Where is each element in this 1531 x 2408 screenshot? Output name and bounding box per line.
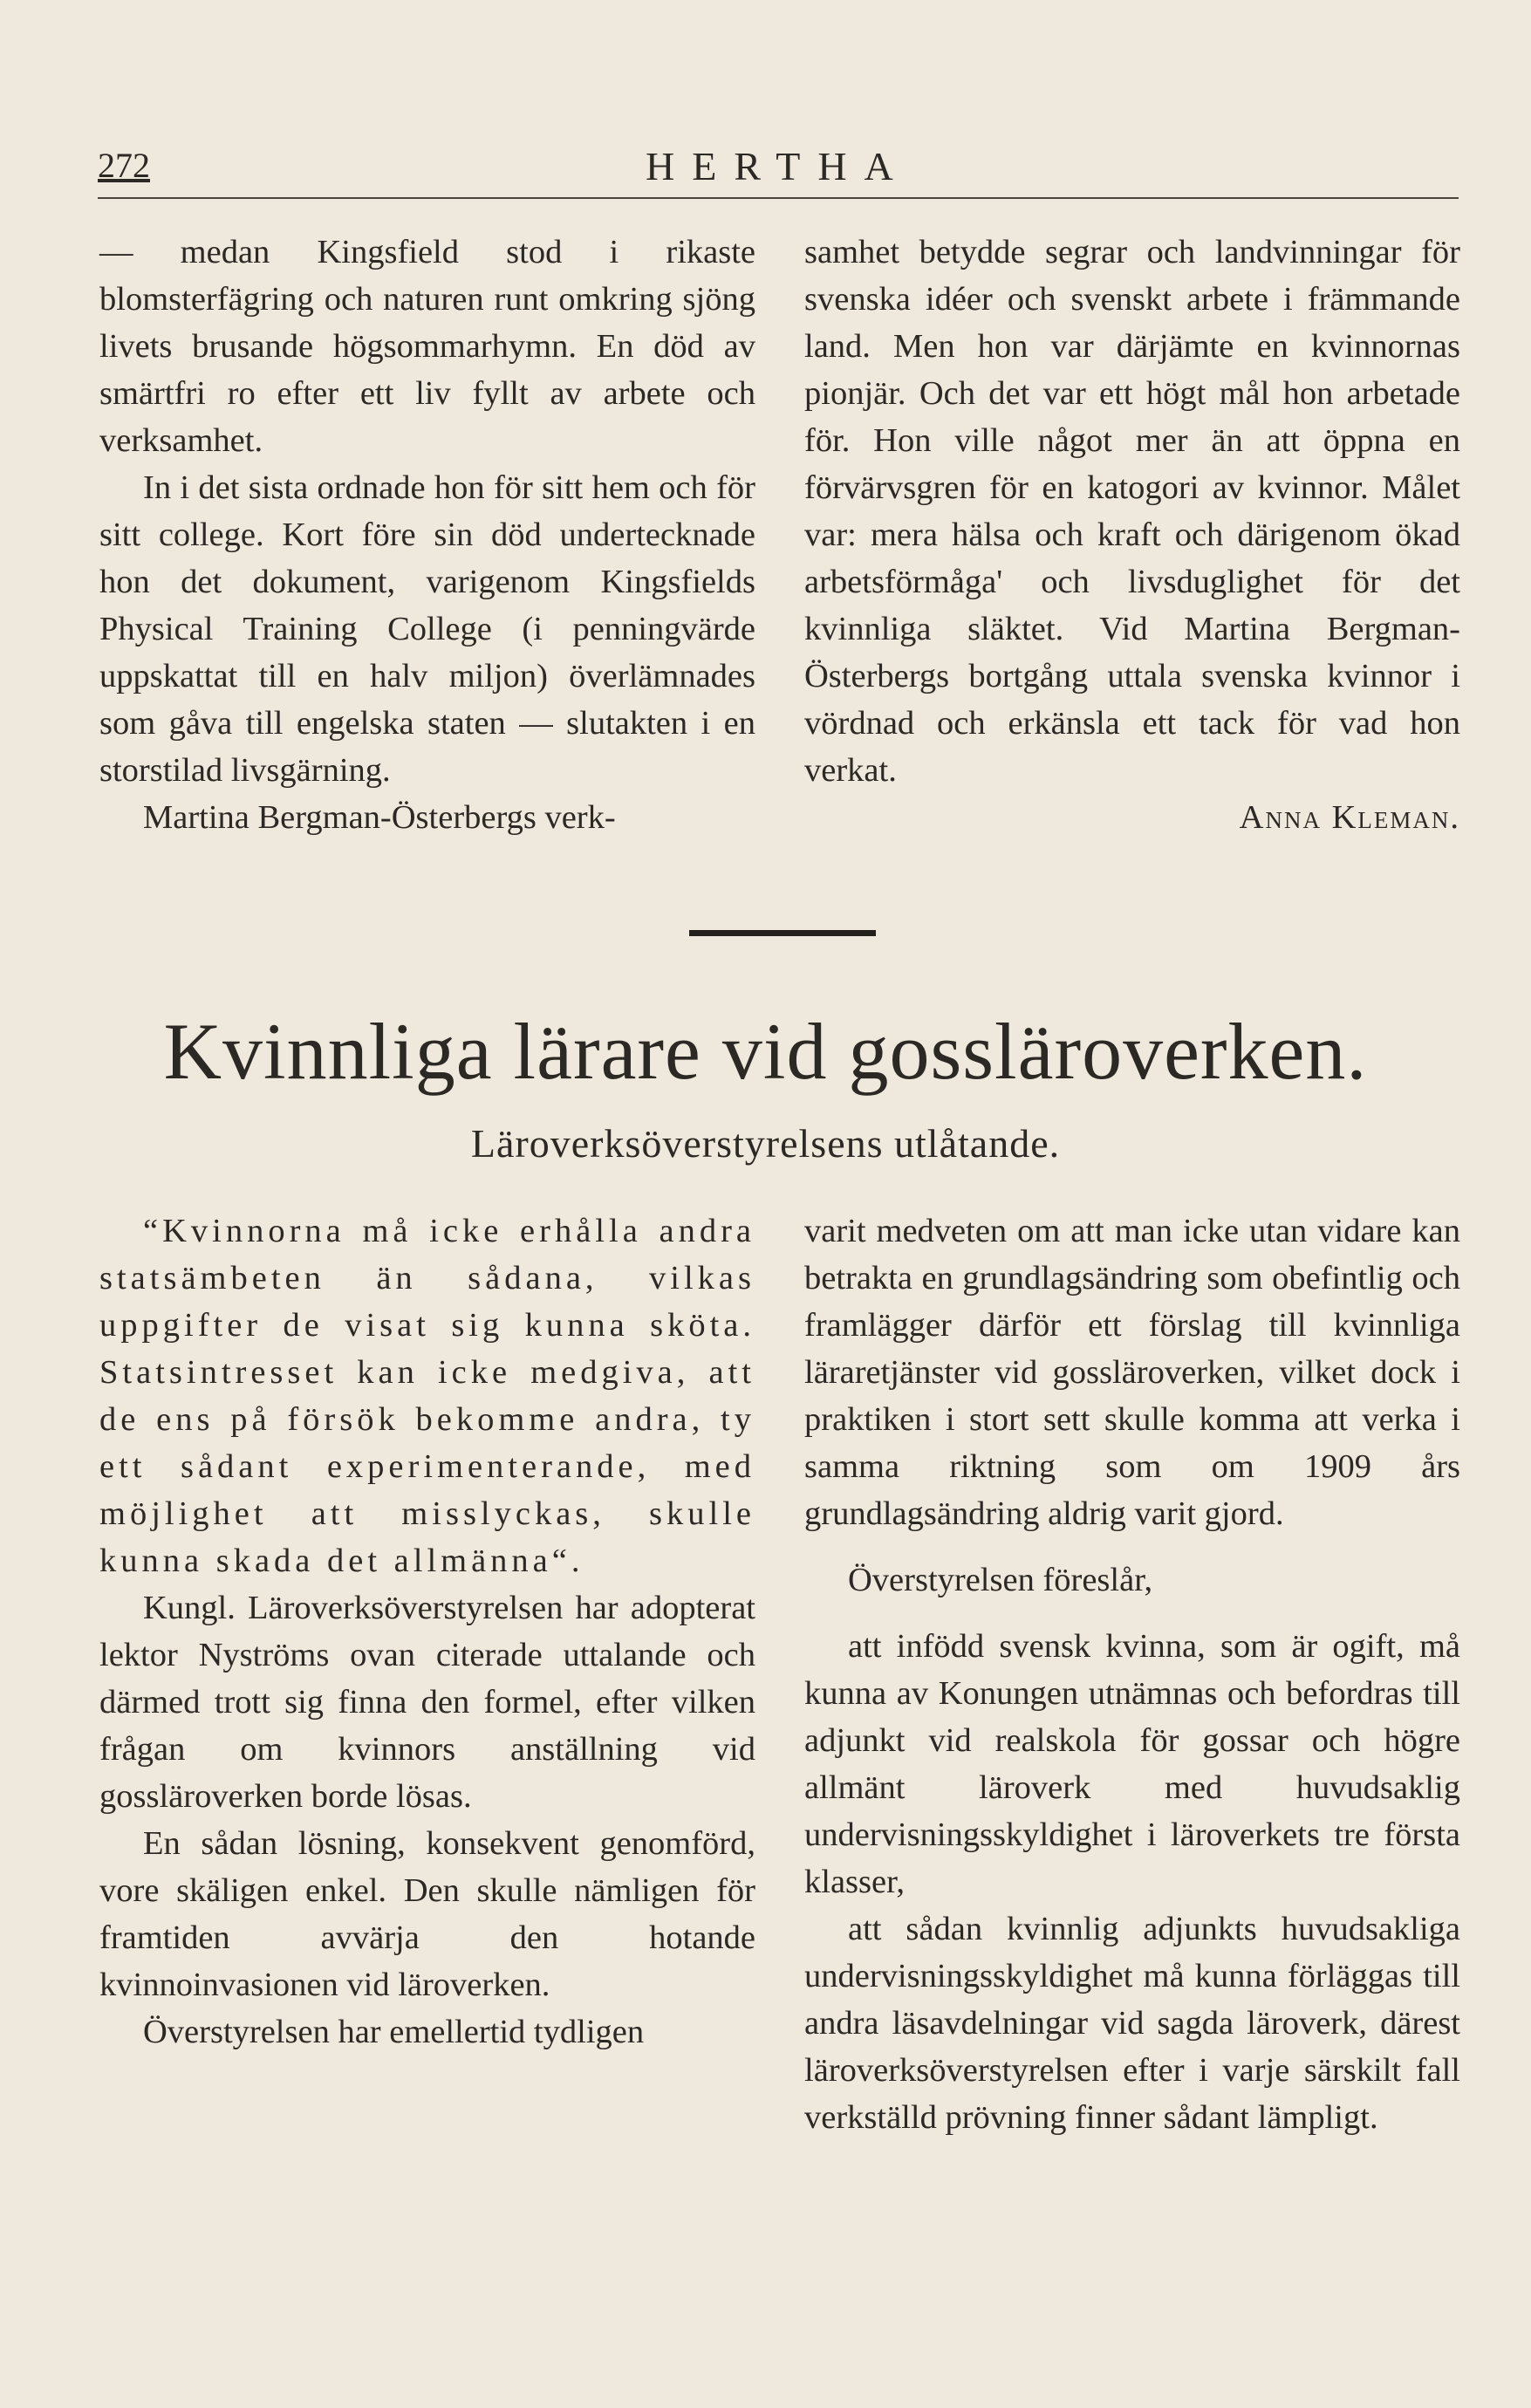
article-left-column (99, 1207, 755, 2056)
page-number: 272 (98, 146, 150, 185)
paragraph: varit medveten om att man icke utan vidare kan betrakta en grundlagsändring som obefintlig och framlägger därför ett förslag till kvinnliga läraretjänster vid gossläroverken, vilket dock i praktiken i stort sett skulle komma att verka i samma riktning som om 1909 års grundlagsändring aldrig varit gjord. (804, 1213, 1460, 1532)
paragraph: Martina Bergman-Österbergs verk- (143, 799, 616, 836)
article-subtitle: Läroverksöverstyrelsens utlåtande. (470, 1121, 1061, 1166)
header-rule (98, 197, 1459, 199)
paragraph: En sådan lösning, konsekvent genomförd, vore skäligen enkel. Den skulle nämligen för framtiden avvärja den hotande kvinnoinvasionen vid läroverken. (99, 1825, 755, 2003)
paragraph: samhet betydde segrar och landvinningar för svenska idéer och svenskt arbete i främmande land. Men hon var därjämte en kvinnornas pionjär. Och det var ett högt mål hon arbetade för. Hon ville något mer än att öppna en förvärvsgren för en katogori av kvinnor. Målet var: mera hälsa och kraft och därigenom ökad arbetsförmåga' och livsduglighet för det kvinnliga släktet. Vid Martina Bergman-Österbergs bortgång uttala svenska kvinnor i vördnad och erkänsla ett tack för vad hon verkat. (804, 234, 1460, 789)
proposal-item: att sådan kvinnlig adjunkts huvudsakliga undervisningsskyldighet må kunna förläggas till andra läsavdelningar vid sagda läroverk, därest läroverksöverstyrelsen efter i varje särskilt fall verkställd prövning finner sådant lämpligt. (804, 1911, 1460, 2136)
running-head: HERTHA (646, 144, 911, 188)
paragraph: Överstyrelsen föreslår, (848, 1562, 1153, 1598)
proposal-item: att infödd svensk kvinna, som är ogift, må kunna av Konungen utnämnas och befordras till adjunkt vid realskola för gossar och högre allmänt läroverk med huvudsaklig undervisningsskyldighet i läroverkets tre första klasser, (804, 1628, 1460, 1900)
previous-article-right-column (804, 229, 1460, 841)
article-title: Kvinnliga lärare vid gossläroverken. (163, 1007, 1368, 1096)
block-quote: “Kvinnorna må icke erhålla andra statsämbeten än sådana, vilkas uppgifter de visat sig kunna sköta. Statsintresset kan icke medgiva, att de ens på försök bekomme andra, ty ett sådant experimenterande, med möjlighet att misslyckas, skulle kunna skada det allmänna“. (99, 1213, 755, 1579)
paragraph: — medan Kingsfield stod i rikaste blomsterfägring och naturen runt omkring sjöng livets brusande högsommarhymn. En död av smärtfri ro efter ett liv fyllt av arbete och verksamhet. (99, 234, 755, 459)
section-divider (689, 930, 876, 936)
paragraph: In i det sista ordnade hon för sitt hem och för sitt college. Kort före sin död undertecknade hon det dokument, varigenom Kingsfields Physical Training College (i penningvärde uppskattat till en halv miljon) överlämnades som gåva till engelska staten — slutakten i en storstilad livsgärning. (99, 469, 755, 789)
paragraph: Överstyrelsen har emellertid tydligen (143, 2014, 645, 2050)
paragraph: Kungl. Läroverksöverstyrelsen har adopterat lektor Nyströms ovan citerade uttalande och därmed trott sig finna den formel, efter vilken frågan om kvinnors anställning vid gossläroverken borde lösas. (99, 1590, 755, 1815)
article-right-column (804, 1207, 1460, 2141)
author-signature: Anna Kleman. (1239, 799, 1460, 836)
previous-article-left-column (99, 229, 755, 841)
